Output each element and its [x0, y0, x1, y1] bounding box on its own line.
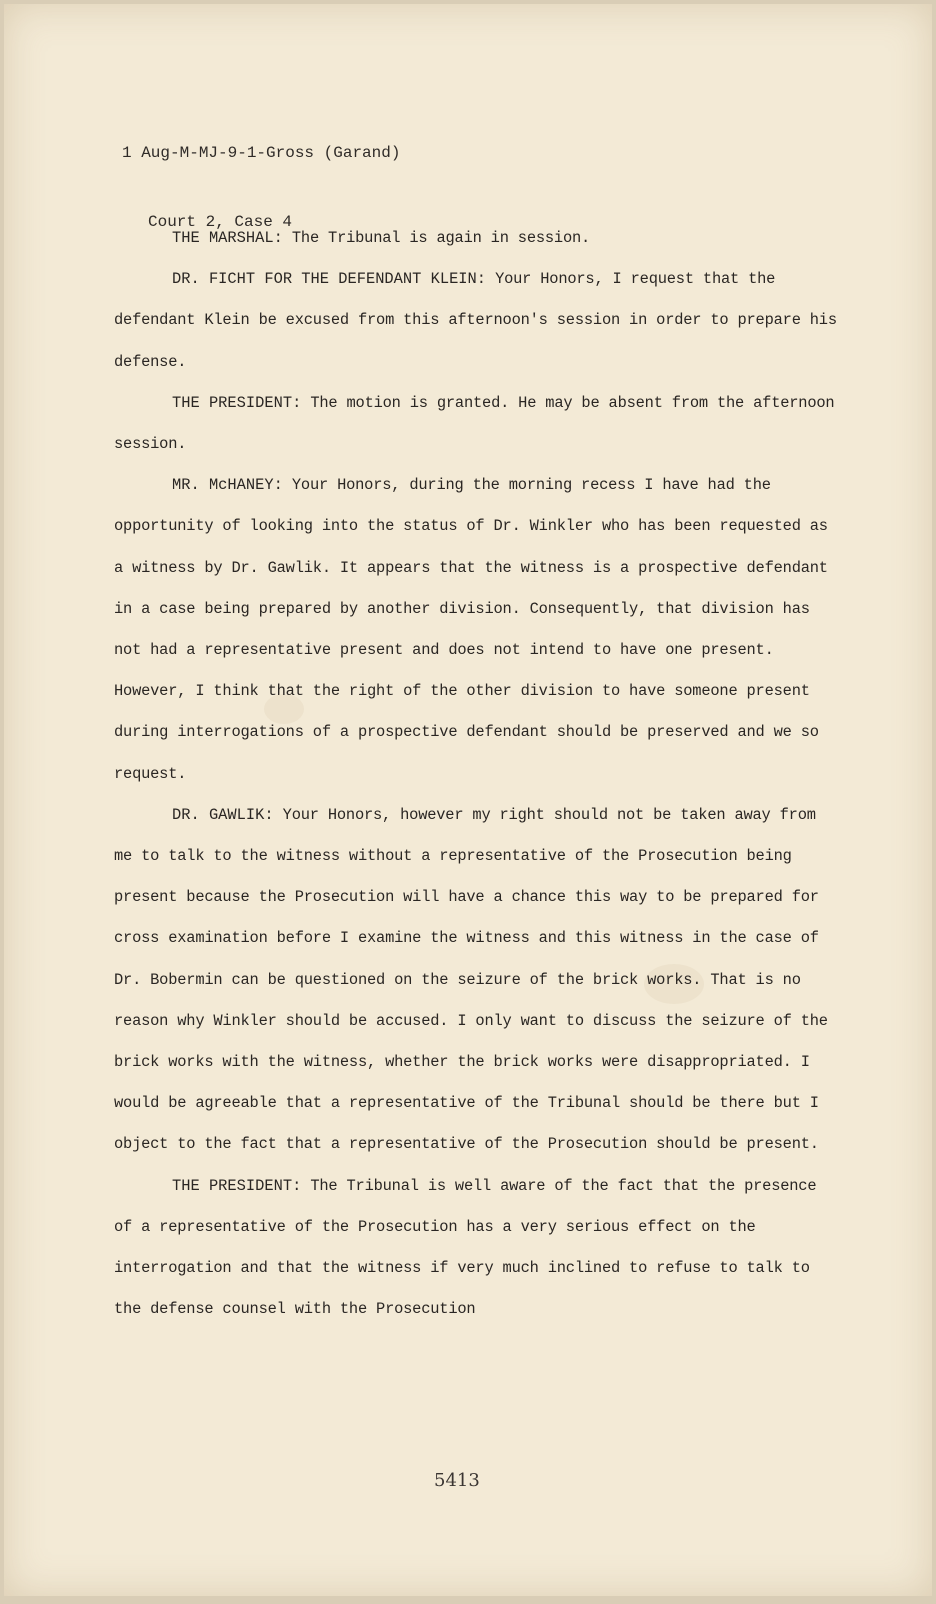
page-number: 5413 — [434, 1470, 480, 1491]
paragraph-text: Your Honors, during the morning recess I have had the opportunity of looking into the status of Dr. Winkler who has been requested as a witness by Dr. Gawlik. It appears that the witness is a prospective defendant in a case being prepared by another division. Consequently, that division has not had a representative present and does not intend to have one present. However, I think that the right of the other division to have someone present during interrogations of a prospective defendant should be preserved and we so request. — [114, 476, 828, 783]
header-case-reference: 1 Aug-M-MJ-9-1-Gross (Garand) — [122, 144, 401, 162]
transcript-paragraph — [114, 1166, 839, 1331]
paragraph-text: The motion is granted. He may be absent from the afternoon session. — [114, 393, 835, 454]
transcript-paragraph — [114, 383, 839, 465]
paragraph-text: Your Honors, I request that the defendant Klein be excused from this afternoon's session in order to prepare his defense. — [114, 270, 837, 371]
speaker-label: MR. McHANEY: — [172, 476, 283, 495]
paragraph-text: Your Honors, however my right should not be taken away from me to talk to the witness without a representative of the Prosecution being present because the Prosecution will have a chance this way to be prepared for cross examination before I examine the witness and this witness in the case of Dr. Bobermin can be questioned on the seizure of the brick works. That is no reason why Winkler should be accused. I only want to discuss the seizure of the brick works with the witness, whether the brick works were disappropriated. I would be agreeable that a representative of the Tribunal should be there but I object to the fact that a representative of the Prosecution should be present. — [114, 805, 828, 1154]
transcript-paragraph — [114, 218, 839, 259]
speaker-label: DR. FICHT FOR THE DEFENDANT KLEIN: — [172, 270, 487, 289]
speaker-label: THE PRESIDENT: — [172, 393, 302, 412]
paragraph-text: The Tribunal is well aware of the fact that the presence of a representative of the Prosecution has a very serious effect on the interrogation and that the witness if very much inclined to refuse to talk to the defense counsel with the Prosecution — [114, 1176, 817, 1319]
speaker-label: DR. GAWLIK: — [172, 805, 274, 824]
transcript-paragraph — [114, 259, 839, 383]
speaker-label: THE PRESIDENT: — [172, 1176, 302, 1195]
transcript-paragraph — [114, 795, 839, 1166]
transcript-body — [114, 218, 839, 1330]
speaker-label: THE MARSHAL: — [172, 229, 283, 247]
document-page — [4, 4, 932, 1596]
transcript-paragraph — [114, 465, 839, 795]
header-court-case: Court 2, Case 4 — [148, 213, 293, 231]
paragraph-text: The Tribunal is again in session. — [291, 229, 591, 247]
